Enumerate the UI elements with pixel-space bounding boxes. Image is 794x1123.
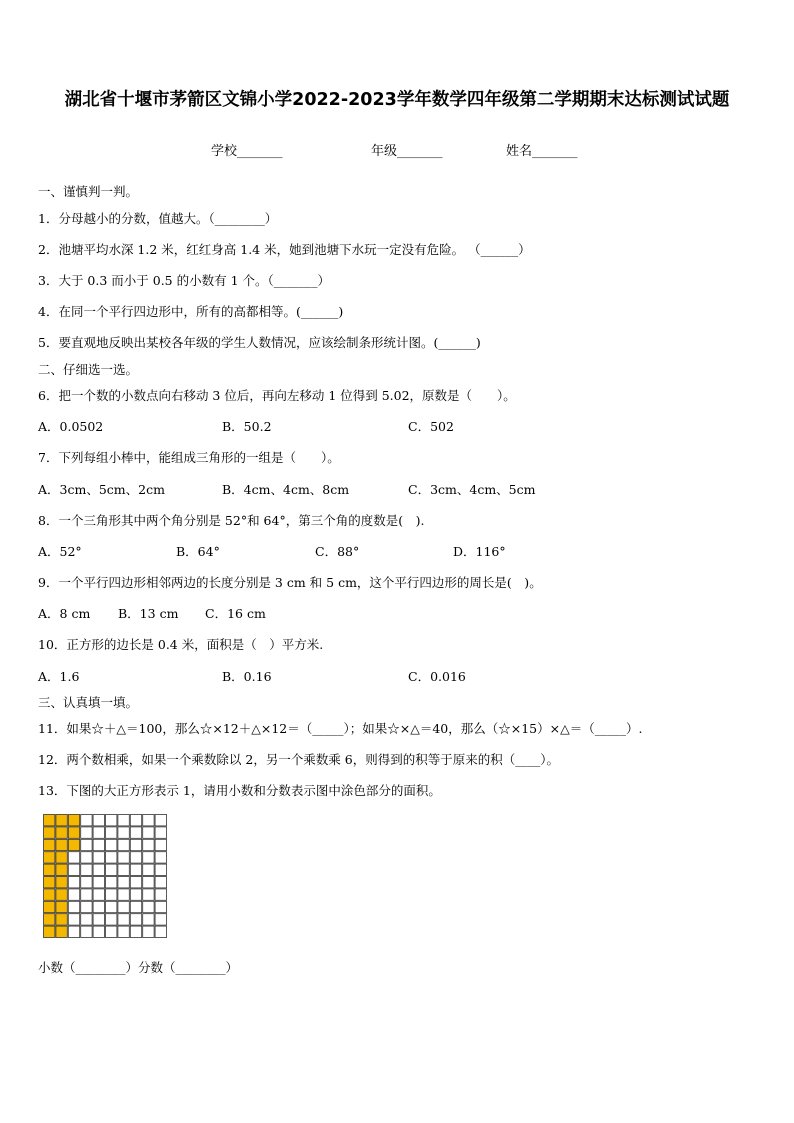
q10-option-a: A．1.6 <box>38 669 80 684</box>
grid-cell <box>68 864 79 875</box>
grid-cell <box>81 852 92 863</box>
shaded-cell <box>44 827 55 838</box>
name-field: 姓名_______ <box>506 144 578 159</box>
question-3: 3．大于 0.3 而小于 0.5 的小数有 1 个。（_______） <box>38 273 331 288</box>
shaded-cell <box>56 839 67 850</box>
grid-cell <box>106 901 117 912</box>
grid-cell <box>93 889 104 900</box>
answer-line: 小数（________）分数（________） <box>38 960 239 975</box>
question-5: 5．要直观地反映出某校各年级的学生人数情况，应该绘制条形统计图。(______) <box>38 335 481 350</box>
grid-cell <box>118 864 129 875</box>
grid-cell <box>130 901 141 912</box>
grid-cell <box>130 926 141 937</box>
grid-cell <box>68 889 79 900</box>
shaded-cell <box>56 864 67 875</box>
grid-cell <box>93 839 104 850</box>
question-4: 4．在同一个平行四边形中，所有的高都相等。(______) <box>38 304 344 319</box>
q6-option-a: A．0.0502 <box>38 419 104 434</box>
q7-option-b: B．4cm、4cm、8cm <box>222 482 350 497</box>
grid-cell <box>81 914 92 925</box>
grid-cell <box>68 852 79 863</box>
grid-cell <box>106 852 117 863</box>
shaded-cell <box>56 914 67 925</box>
grid-cell <box>155 877 166 888</box>
grid-cell <box>81 839 92 850</box>
question-7: 7．下列每组小棒中，能组成三角形的一组是（ ）。 <box>38 450 340 465</box>
grid-cell <box>130 839 141 850</box>
grid-cell <box>81 877 92 888</box>
grid-cell <box>143 839 154 850</box>
grid-cell <box>118 914 129 925</box>
shaded-cell <box>44 864 55 875</box>
grid-cell <box>155 914 166 925</box>
grid-cell <box>81 889 92 900</box>
q7-option-a: A．3cm、5cm、2cm <box>38 482 165 497</box>
grid-cell <box>143 852 154 863</box>
q9-option-b: B．13 cm <box>118 606 179 621</box>
grid-cell <box>106 877 117 888</box>
grid-cell <box>93 926 104 937</box>
grid-cell <box>155 827 166 838</box>
grid-cell <box>143 815 154 826</box>
shaded-cell <box>56 852 67 863</box>
q8-option-d: D．116° <box>453 544 506 559</box>
grid-cell <box>93 815 104 826</box>
grid-cell <box>143 827 154 838</box>
q8-option-b: B．64° <box>176 544 220 559</box>
question-13: 13．下图的大正方形表示 1，请用小数和分数表示图中涂色部分的面积。 <box>38 783 441 798</box>
grid-cell <box>143 901 154 912</box>
grid-cell <box>106 926 117 937</box>
shaded-cell <box>56 901 67 912</box>
grid-cell <box>155 864 166 875</box>
grid-cell <box>118 852 129 863</box>
grid-cell <box>93 827 104 838</box>
grid-cell <box>106 839 117 850</box>
grid-cell <box>143 889 154 900</box>
grade-field: 年级_______ <box>371 144 443 159</box>
question-8: 8．一个三角形其中两个角分别是 52°和 64°，第三个角的度数是( ). <box>38 513 425 528</box>
grid-cell <box>118 926 129 937</box>
q9-option-c: C．16 cm <box>205 606 266 621</box>
shaded-cell <box>56 827 67 838</box>
grid-cell <box>118 889 129 900</box>
shaded-cell <box>44 877 55 888</box>
grid-cell <box>130 914 141 925</box>
section-heading-1: 一、谨慎判一判。 <box>38 184 139 199</box>
grid-cell <box>130 877 141 888</box>
q10-option-c: C．0.016 <box>408 669 466 684</box>
question-6: 6．把一个数的小数点向右移动 3 位后，再向左移动 1 位得到 5.02，原数是（ ）。 <box>38 388 516 403</box>
shaded-cell <box>44 914 55 925</box>
q10-option-b: B．0.16 <box>222 669 272 684</box>
shaded-cell <box>56 815 67 826</box>
grid-cell <box>143 877 154 888</box>
grid-cell <box>130 815 141 826</box>
hundred-square-grid <box>43 814 167 938</box>
shaded-cell <box>44 815 55 826</box>
grid-cell <box>81 864 92 875</box>
grid-cell <box>130 864 141 875</box>
question-9: 9．一个平行四边形相邻两边的长度分别是 3 cm 和 5 cm，这个平行四边形的周长是( )。 <box>38 575 542 590</box>
grid-cell <box>68 901 79 912</box>
grid-cell <box>143 926 154 937</box>
shaded-cell <box>56 889 67 900</box>
grid-cell <box>118 839 129 850</box>
grid-cell <box>118 877 129 888</box>
grid-cell <box>118 827 129 838</box>
grid-cell <box>143 864 154 875</box>
shaded-cell <box>56 926 67 937</box>
grid-cell <box>106 889 117 900</box>
q8-option-c: C．88° <box>315 544 360 559</box>
shaded-cell <box>44 852 55 863</box>
question-1: 1．分母越小的分数，值越大。（________） <box>38 211 278 226</box>
grid-cell <box>130 827 141 838</box>
grid-cell <box>155 852 166 863</box>
q6-option-b: B．50.2 <box>222 419 272 434</box>
grid-cell <box>155 839 166 850</box>
grid-cell <box>93 914 104 925</box>
question-2: 2．池塘平均水深 1.2 米，红红身高 1.4 米，她到池塘下水玩一定没有危险。 （______） <box>38 242 531 257</box>
grid-cell <box>93 864 104 875</box>
grid-cell <box>130 852 141 863</box>
grid-cell <box>118 901 129 912</box>
grid-cell <box>81 901 92 912</box>
grid-cell <box>106 827 117 838</box>
q9-option-a: A．8 cm <box>38 606 91 621</box>
grid-cell <box>118 815 129 826</box>
grid-cell <box>68 926 79 937</box>
grid-cell <box>106 864 117 875</box>
shaded-cell <box>44 889 55 900</box>
section-heading-3: 三、认真填一填。 <box>38 695 139 710</box>
question-10: 10．正方形的边长是 0.4 米，面积是（ ）平方米. <box>38 637 324 652</box>
question-12: 12．两个数相乘，如果一个乘数除以 2，另一个乘数乘 6，则得到的积等于原来的积（____）。 <box>38 752 560 767</box>
grid-cell <box>81 926 92 937</box>
grid-cell <box>93 901 104 912</box>
q8-option-a: A．52° <box>38 544 82 559</box>
q7-option-c: C．3cm、4cm、5cm <box>408 482 536 497</box>
grid-cell <box>143 914 154 925</box>
shaded-cell <box>44 926 55 937</box>
grid-cell <box>155 901 166 912</box>
grid-cell <box>81 827 92 838</box>
q6-option-c: C．502 <box>408 419 454 434</box>
shaded-cell <box>44 901 55 912</box>
grid-cell <box>93 877 104 888</box>
shaded-cell <box>68 839 79 850</box>
section-heading-2: 二、仔细选一选。 <box>38 362 139 377</box>
grid-cell <box>68 877 79 888</box>
grid-cell <box>130 889 141 900</box>
grid-cell <box>106 914 117 925</box>
question-11: 11．如果☆＋△＝100，那么☆×12＋△×12＝（_____）；如果☆×△＝40，那么（☆×15）×△＝（_____）. <box>38 721 643 736</box>
grid-cell <box>68 914 79 925</box>
grid-cell <box>155 926 166 937</box>
school-field: 学校_______ <box>211 144 283 159</box>
shaded-cell <box>44 839 55 850</box>
shaded-cell <box>68 827 79 838</box>
grid-cell <box>81 815 92 826</box>
grid-cell <box>106 815 117 826</box>
grid-cell <box>155 889 166 900</box>
shaded-cell <box>56 877 67 888</box>
shaded-cell <box>68 815 79 826</box>
grid-cell <box>155 815 166 826</box>
grid-cell <box>93 852 104 863</box>
page-title: 湖北省十堰市茅箭区文锦小学2022-2023学年数学四年级第二学期期末达标测试试题 <box>64 90 730 110</box>
